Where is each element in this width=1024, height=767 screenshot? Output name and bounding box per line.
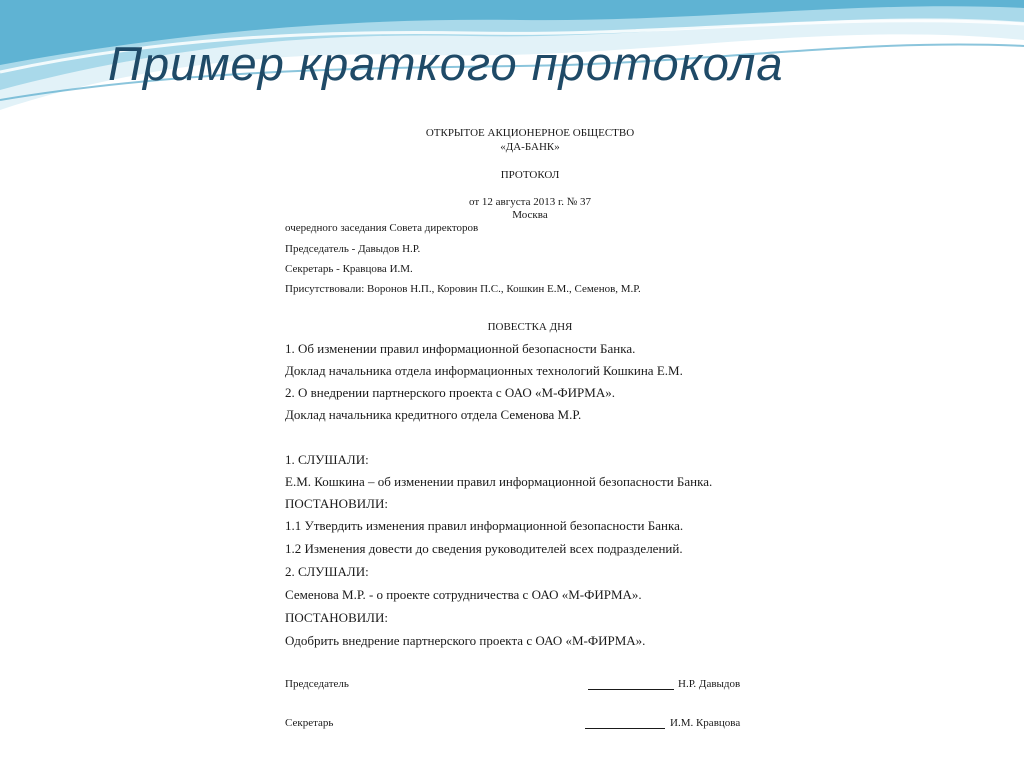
signature-line-secretary [585,728,665,729]
org-name-line2: «ДА-БАНК» [500,141,560,153]
secretary-line: Секретарь - Кравцова И.М. [285,263,413,275]
signature-line-chairman [588,689,674,690]
agenda-item: Доклад начальника отдела информационных технологий Кошкина Е.М. [285,363,683,378]
protocol-document [232,110,828,767]
body-line: Одобрить внедрение партнерского проекта с ОАО «М-ФИРМА». [285,633,646,648]
body-line: 1.2 Изменения довести до сведения руководителей всех подразделений. [285,541,683,556]
body-line: 1. СЛУШАЛИ: [285,452,369,467]
meeting-description: очередного заседания Совета директоров [285,222,479,234]
agenda-item: 2. О внедрении партнерского проекта с ОАО «М-ФИРМА». [285,385,615,400]
chairman-line: Председатель - Давыдов Н.Р. [285,243,421,255]
agenda-item: 1. Об изменении правил информационной безопасности Банка. [285,341,636,356]
slide-title: Пример краткого протокола [108,37,784,90]
agenda-heading: ПОВЕСТКА ДНЯ [487,321,573,333]
present-line: Присутствовали: Воронов Н.П., Коровин П.С., Кошкин Е.М., Семенов, М.Р. [285,283,641,295]
document-type: ПРОТОКОЛ [500,169,560,181]
document-date-number: от 12 августа 2013 г. № 37 [469,196,591,208]
signature-role-secretary: Секретарь [285,717,334,729]
body-line: ПОСТАНОВИЛИ: [285,496,388,511]
signature-name-secretary: И.М. Кравцова [670,717,741,729]
signature-role-chairman: Председатель [285,678,349,690]
body-line: Е.М. Кошкина – об изменении правил информационной безопасности Банка. [285,474,713,489]
body-line: 1.1 Утвердить изменения правил информационной безопасности Банка. [285,518,684,533]
document-city: Москва [512,209,548,221]
signature-name-chairman: Н.Р. Давыдов [678,678,741,690]
agenda-item: Доклад начальника кредитного отдела Семенова М.Р. [285,407,582,422]
body-line: 2. СЛУШАЛИ: [285,564,369,579]
org-name-line1: ОТКРЫТОЕ АКЦИОНЕРНОЕ ОБЩЕСТВО [425,127,635,139]
body-line: Семенова М.Р. - о проекте сотрудничества с ОАО «М-ФИРМА». [285,587,642,602]
body-line: ПОСТАНОВИЛИ: [285,610,388,625]
